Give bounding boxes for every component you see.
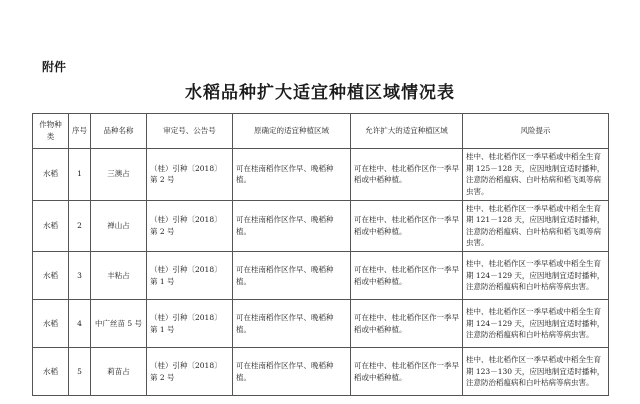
cell-no: 4	[69, 300, 91, 348]
cell-expanded-area: 可在桂中、桂北稻作区作一季早稻或中稻种植。	[351, 149, 463, 201]
cell-original-area: 可在桂南稻作区作早、晚稻种植。	[233, 149, 351, 201]
col-header-no: 序号	[69, 114, 91, 149]
table-header-row	[33, 114, 609, 149]
cell-expanded-area: 可在桂中、桂北稻作区作一季早稻或中稻种植。	[351, 200, 463, 252]
cell-no: 3	[69, 252, 91, 300]
cell-no: 2	[69, 200, 91, 252]
cell-variety: 禅山占	[91, 200, 147, 252]
table-row	[33, 300, 609, 348]
col-header-expanded-area: 允许扩大的适宜种植区域	[351, 114, 463, 149]
cell-approval: （桂）引种〔2018〕第 2 号	[147, 348, 233, 396]
cell-risk: 桂中、桂北稻作区一季早稻或中稻全生育期 125－128 天，应因地制宜适时播种，注意防治稻瘟病、白叶枯病和稻飞虱等病虫害。	[463, 149, 609, 201]
cell-approval: （桂）引种〔2018〕第 1 号	[147, 252, 233, 300]
attachment-label: 附件	[42, 60, 67, 74]
cell-crop: 水稻	[33, 149, 69, 201]
cell-variety: 中广丝苗 5 号	[91, 300, 147, 348]
cell-variety: 莉苗占	[91, 348, 147, 396]
cell-expanded-area: 可在桂中、桂北稻作区作一季早稻或中稻种植。	[351, 348, 463, 396]
cell-original-area: 可在桂南稻作区作早、晚稻种植。	[233, 300, 351, 348]
cell-no: 5	[69, 348, 91, 396]
cell-crop: 水稻	[33, 252, 69, 300]
col-header-original-area: 原确定的适宜种植区域	[233, 114, 351, 149]
col-header-risk: 风险提示	[463, 114, 609, 149]
cell-approval: （桂）引种〔2018〕第 2 号	[147, 200, 233, 252]
cell-risk: 桂中、桂北稻作区一季早稻或中稻全生育期 123－130 天，应因地制宜适时播种，注意防治稻瘟病和白叶枯病等病虫害。	[463, 348, 609, 396]
table-row	[33, 252, 609, 300]
col-header-variety: 品种名称	[91, 114, 147, 149]
cell-expanded-area: 可在桂中、桂北稻作区作一季早稻或中稻种植。	[351, 300, 463, 348]
cell-original-area: 可在桂南稻作区作早、晚稻种植。	[233, 200, 351, 252]
cell-approval: （桂）引种〔2018〕第 2 号	[147, 149, 233, 201]
cell-approval: （桂）引种〔2018〕第 1 号	[147, 300, 233, 348]
table-row	[33, 200, 609, 252]
table-row	[33, 348, 609, 396]
table-row	[33, 149, 609, 201]
cell-crop: 水稻	[33, 200, 69, 252]
col-header-approval: 审定号、公告号	[147, 114, 233, 149]
cell-risk: 桂中、桂北稻作区一季早稻或中稻全生育期 121－128 天，应因地制宜适时播种，注意防治稻瘟病、白叶枯病和稻飞虱等病虫害。	[463, 200, 609, 252]
cell-risk: 桂中、桂北稻作区一季早稻或中稻全生育期 124－129 天，应因地制宜适时播种，注意防治稻瘟病和白叶枯病等病虫害。	[463, 252, 609, 300]
page-title: 水稻品种扩大适宜种植区域情况表	[185, 83, 455, 103]
col-header-crop: 作物种类	[33, 114, 69, 149]
cell-original-area: 可在桂南稻作区作早、晚稻种植。	[233, 348, 351, 396]
cell-variety: 三澳占	[91, 149, 147, 201]
cell-crop: 水稻	[33, 300, 69, 348]
cell-no: 1	[69, 149, 91, 201]
cell-original-area: 可在桂南稻作区作早、晚稻种植。	[233, 252, 351, 300]
cell-variety: 丰粘占	[91, 252, 147, 300]
cell-crop: 水稻	[33, 348, 69, 396]
cell-risk: 桂中、桂北稻作区一季早稻或中稻全生育期 124－129 天，应因地制宜适时播种，注意防治稻瘟病和白叶枯病等病虫害。	[463, 300, 609, 348]
variety-table	[32, 113, 609, 396]
cell-expanded-area: 可在桂中、桂北稻作区作一季早稻或中稻种植。	[351, 252, 463, 300]
